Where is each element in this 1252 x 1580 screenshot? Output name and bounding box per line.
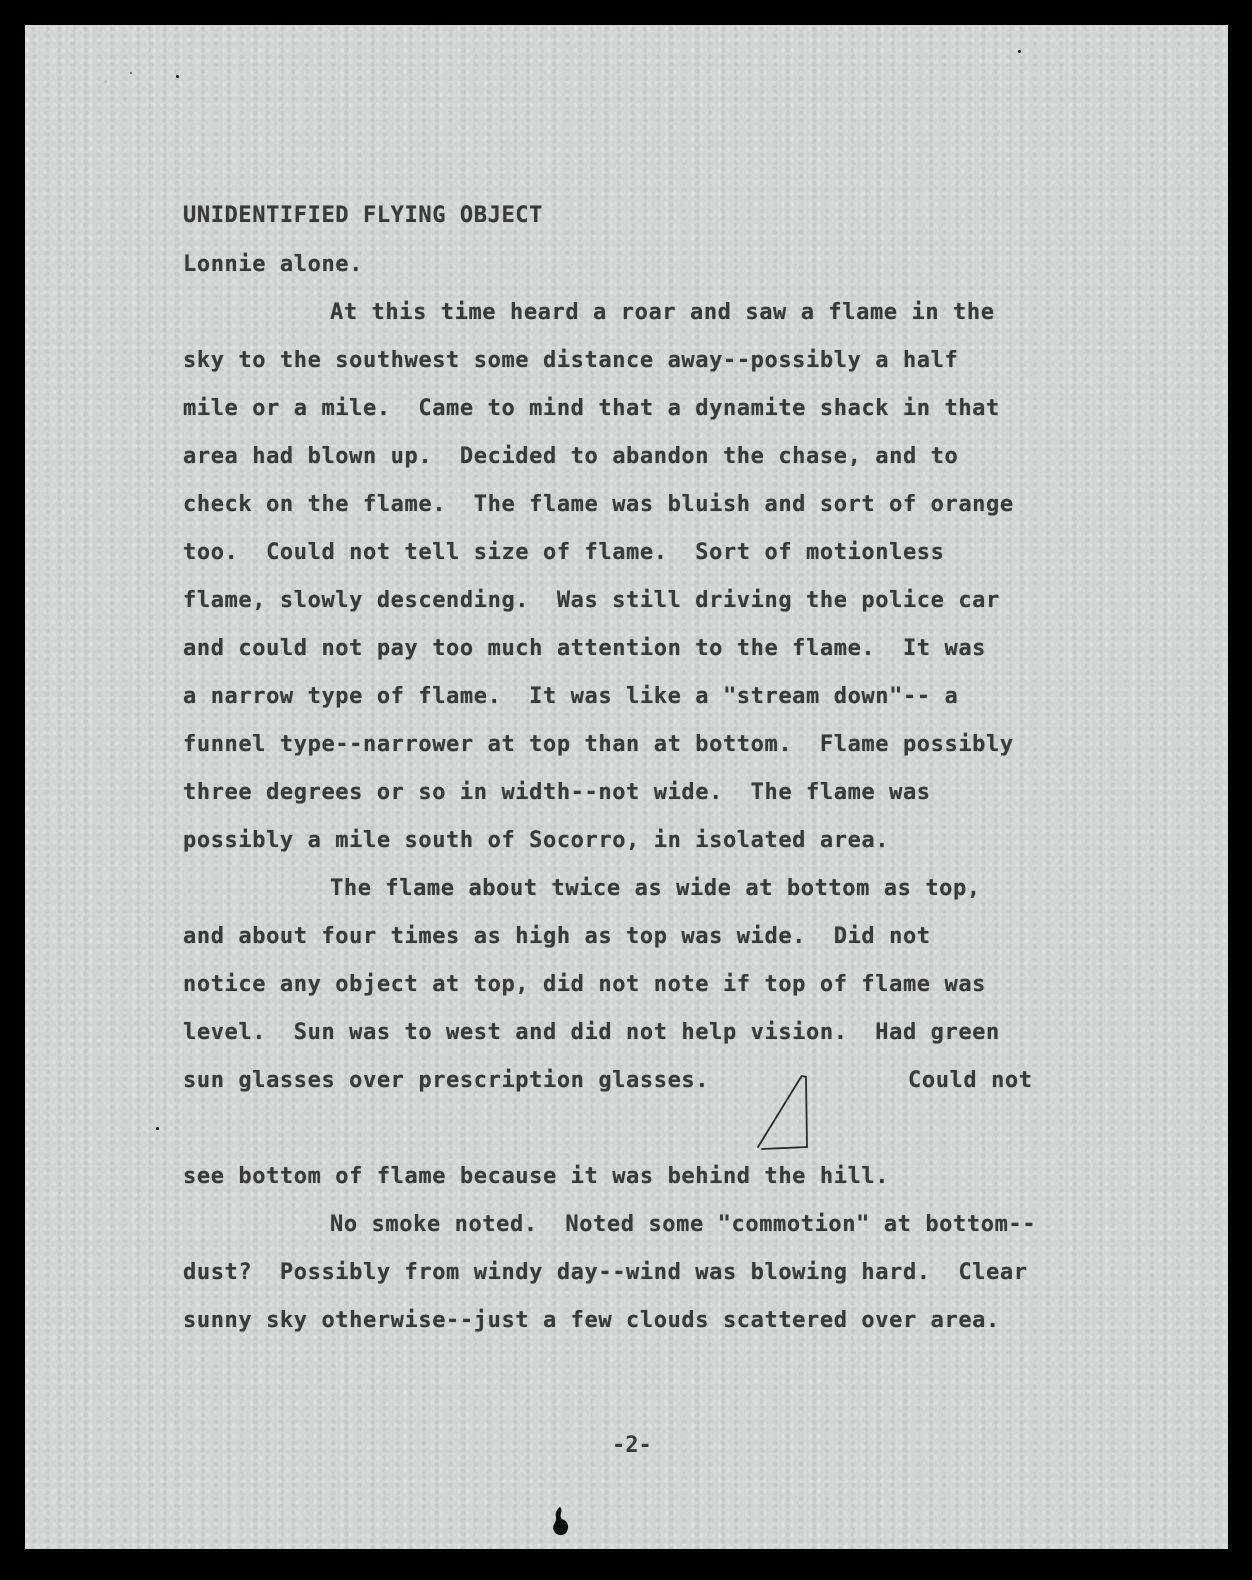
flame-sketch-drawing xyxy=(752,1073,816,1155)
text-line: At this time heard a roar and saw a flame in the xyxy=(330,300,995,325)
text-line: Could not xyxy=(908,1068,1033,1093)
text-line: level. Sun was to west and did not help vision. Had green xyxy=(183,1020,1000,1045)
text-line: possibly a mile south of Socorro, in isolated area. xyxy=(183,828,890,853)
text-line: funnel type--narrower at top than at bottom. Flame possibly xyxy=(183,732,1014,757)
text-line: dust? Possibly from windy day--wind was blowing hard. Clear xyxy=(183,1260,1028,1285)
speck-1 xyxy=(104,80,107,83)
speck-4 xyxy=(1018,50,1021,53)
text-line: and about four times as high as top was wide. Did not xyxy=(183,924,931,949)
text-line: sun glasses over prescription glasses. xyxy=(183,1068,710,1093)
speck-3 xyxy=(176,75,179,78)
text-line: Lonnie alone. xyxy=(183,252,363,277)
text-line: flame, slowly descending. Was still driving the police car xyxy=(183,588,1000,613)
text-line: a narrow type of flame. It was like a "stream down"-- a xyxy=(183,684,959,709)
text-line: too. Could not tell size of flame. Sort of motionless xyxy=(183,540,945,565)
text-line: sunny sky otherwise--just a few clouds scattered over area. xyxy=(183,1308,1000,1333)
text-line: three degrees or so in width--not wide. The flame was xyxy=(183,780,931,805)
text-line: and could not pay too much attention to the flame. It was xyxy=(183,636,987,661)
text-line: see bottom of flame because it was behind the hill. xyxy=(183,1164,890,1189)
text-line: The flame about twice as wide at bottom as top, xyxy=(330,876,981,901)
text-line: area had blown up. Decided to abandon the chase, and to xyxy=(183,444,959,469)
text-line: mile or a mile. Came to mind that a dynamite shack in that xyxy=(183,396,1000,421)
speck-5 xyxy=(156,1127,159,1130)
text-line: check on the flame. The flame was bluish and sort of orange xyxy=(183,492,1014,517)
text-line: notice any object at top, did not note if top of flame was xyxy=(183,972,987,997)
speck-2 xyxy=(130,72,132,74)
page-number: -2- xyxy=(612,1433,652,1458)
text-line: sky to the southwest some distance away--possibly a half xyxy=(183,348,959,373)
text-line: No smoke noted. Noted some "commotion" at bottom-- xyxy=(330,1212,1037,1237)
document-title: UNIDENTIFIED FLYING OBJECT xyxy=(183,203,543,228)
ink-blot xyxy=(548,1505,574,1537)
